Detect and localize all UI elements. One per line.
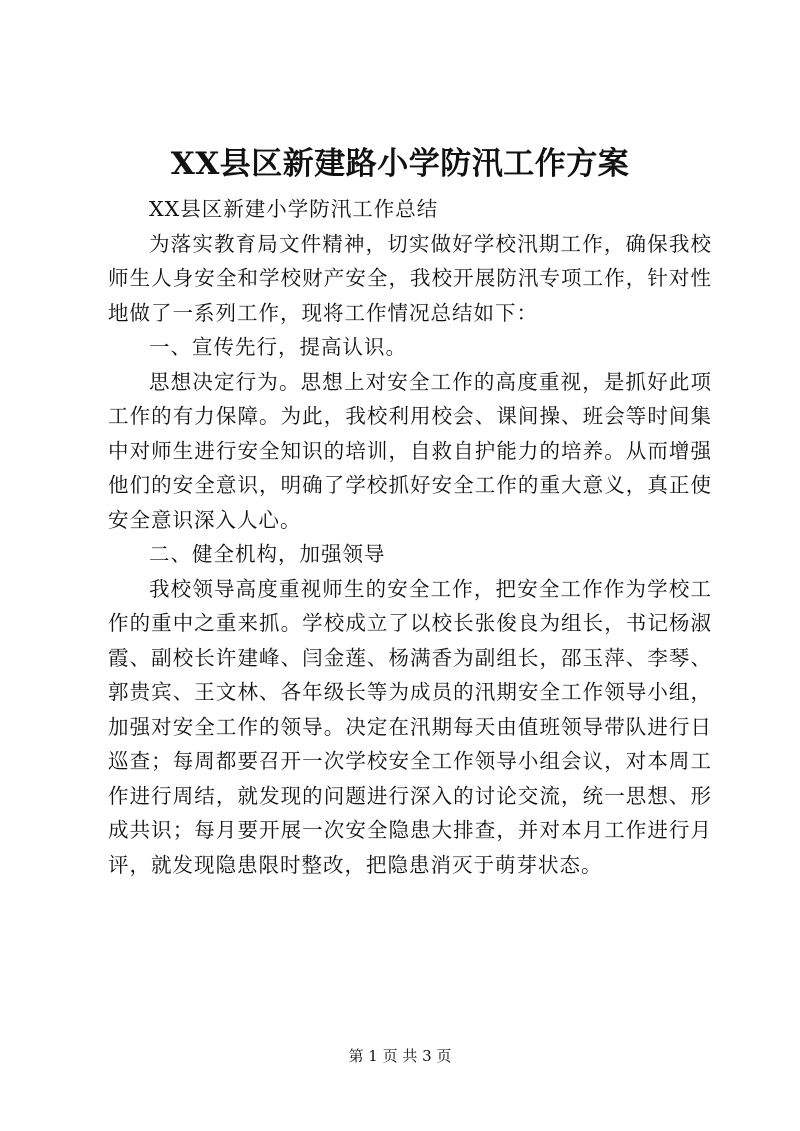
section-1-paragraph: 思想决定行为。思想上对安全工作的高度重视，是抓好此项工作的有力保障。为此，我校利用校会、课间操、班会等时间集中对师生进行安全知识的培训，自救自护能力的培养。从而增强他们的安全意识，明确了学校抓好安全工作的重大意义，真正使安全意识深入人心。	[108, 369, 712, 532]
document-title: XX县区新建路小学防汛工作方案	[170, 146, 630, 182]
section-heading-2: 二、健全机构，加强领导	[149, 542, 386, 566]
intro-paragraph: 为落实教育局文件精神，切实做好学校汛期工作，确保我校师生人身安全和学校财产安全，我校开展防汛专项工作，针对性地做了一系列工作，现将工作情况总结如下：	[108, 231, 712, 325]
subtitle-paragraph: XX县区新建小学防汛工作总结	[149, 197, 439, 221]
document-body	[108, 192, 712, 882]
section-heading-1: 一、宣传先行，提高认识。	[149, 335, 407, 359]
page-footer: 第 1 页 共 3 页	[348, 1047, 452, 1065]
section-2-paragraph: 我校领导高度重视师生的安全工作，把安全工作作为学校工作的重中之重来抓。学校成立了以校长张俊良为组长，书记杨淑霞、副校长许建峰、闫金莲、杨满香为副组长，邵玉萍、李琴、郭贵宾、王文林、各年级长等为成员的汛期安全工作领导小组，加强对安全工作的领导。决定在汛期每天由值班领导带队进行日巡查；每周都要召开一次学校安全工作领导小组会议，对本周工作进行周结，就发现的问题进行深入的讨论交流，统一思想、形成共识；每月要开展一次安全隐患大排查，并对本月工作进行月评，就发现隐患限时整改，把隐患消灭于萌芽状态。	[108, 576, 712, 877]
